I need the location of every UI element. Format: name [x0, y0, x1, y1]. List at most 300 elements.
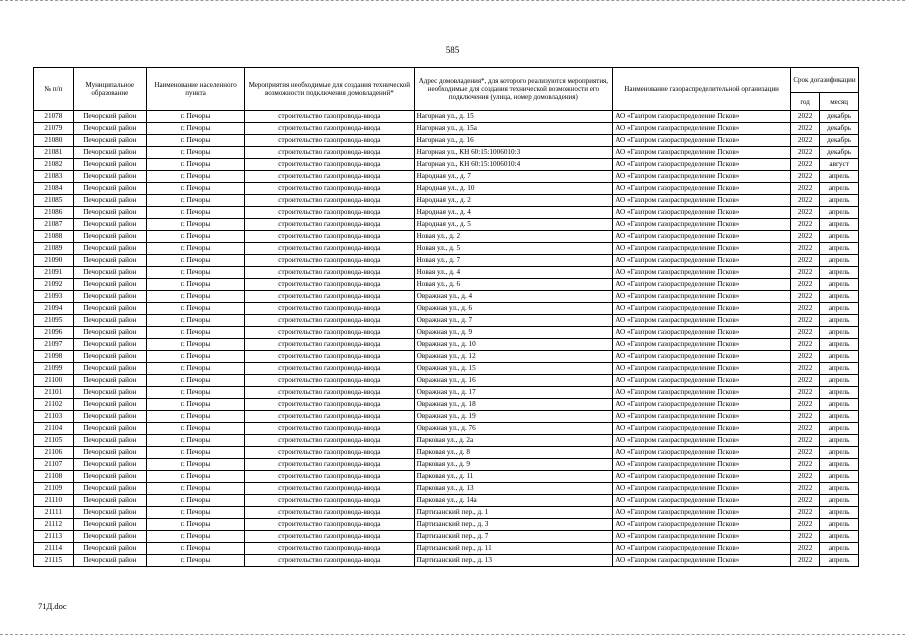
cell-year: 2022	[790, 195, 819, 207]
cell-month: апрель	[820, 531, 859, 543]
cell-number: 21113	[34, 531, 74, 543]
cell-number: 21079	[34, 123, 74, 135]
cell-organization: АО «Газпром газораспределение Псков»	[613, 327, 791, 339]
table-row	[34, 147, 859, 159]
cell-address: Овражная ул., д. 4	[414, 291, 613, 303]
cell-organization: АО «Газпром газораспределение Псков»	[613, 423, 791, 435]
cell-number: 21098	[34, 351, 74, 363]
table-row	[34, 543, 859, 555]
cell-municipality: Печорский район	[73, 159, 146, 171]
cell-number: 21095	[34, 315, 74, 327]
cell-locality: г. Печоры	[146, 447, 244, 459]
cell-month: апрель	[820, 375, 859, 387]
cell-municipality: Печорский район	[73, 495, 146, 507]
cell-year: 2022	[790, 411, 819, 423]
cell-locality: г. Печоры	[146, 231, 244, 243]
table-row	[34, 159, 859, 171]
cell-locality: г. Печоры	[146, 171, 244, 183]
cell-address: Нагорная ул., КН 60:15:1006010:3	[414, 147, 613, 159]
cell-municipality: Печорский район	[73, 435, 146, 447]
cell-number: 21078	[34, 111, 74, 123]
cell-address: Овражная ул., д. 16	[414, 375, 613, 387]
cell-municipality: Печорский район	[73, 471, 146, 483]
cell-locality: г. Печоры	[146, 291, 244, 303]
cell-organization: АО «Газпром газораспределение Псков»	[613, 243, 791, 255]
cell-month: апрель	[820, 543, 859, 555]
cell-address: Овражная ул., д. 6	[414, 303, 613, 315]
cell-month: апрель	[820, 171, 859, 183]
cell-address: Народная ул., д. 7	[414, 171, 613, 183]
cell-organization: АО «Газпром газораспределение Псков»	[613, 483, 791, 495]
cell-municipality: Печорский район	[73, 447, 146, 459]
cell-activity: строительство газопровода-ввода	[245, 291, 414, 303]
gasification-table	[33, 67, 859, 567]
cell-number: 21089	[34, 243, 74, 255]
cell-month: апрель	[820, 459, 859, 471]
cell-number: 21080	[34, 135, 74, 147]
cell-organization: АО «Газпром газораспределение Псков»	[613, 171, 791, 183]
cell-locality: г. Печоры	[146, 159, 244, 171]
cell-number: 21086	[34, 207, 74, 219]
cell-number: 21109	[34, 483, 74, 495]
cell-number: 21097	[34, 339, 74, 351]
cell-address: Народная ул., д. 2	[414, 195, 613, 207]
cell-address: Нагорная ул., д. 16	[414, 135, 613, 147]
cell-number: 21115	[34, 555, 74, 567]
cell-activity: строительство газопровода-ввода	[245, 555, 414, 567]
cell-organization: АО «Газпром газораспределение Псков»	[613, 267, 791, 279]
cell-month: апрель	[820, 195, 859, 207]
cell-number: 21100	[34, 375, 74, 387]
cell-number: 21106	[34, 447, 74, 459]
table-row	[34, 279, 859, 291]
cell-locality: г. Печоры	[146, 195, 244, 207]
cell-year: 2022	[790, 471, 819, 483]
cell-month: апрель	[820, 423, 859, 435]
cell-number: 21087	[34, 219, 74, 231]
cell-locality: г. Печоры	[146, 243, 244, 255]
cell-municipality: Печорский район	[73, 315, 146, 327]
cell-number: 21092	[34, 279, 74, 291]
table-row	[34, 507, 859, 519]
cell-year: 2022	[790, 327, 819, 339]
table-row	[34, 375, 859, 387]
header-locality: Наименование населенного пункта	[146, 68, 244, 111]
cell-municipality: Печорский район	[73, 459, 146, 471]
cell-month: апрель	[820, 495, 859, 507]
cell-activity: строительство газопровода-ввода	[245, 243, 414, 255]
cell-locality: г. Печоры	[146, 327, 244, 339]
cell-organization: АО «Газпром газораспределение Псков»	[613, 375, 791, 387]
cell-municipality: Печорский район	[73, 519, 146, 531]
cell-address: Овражная ул., д. 18	[414, 399, 613, 411]
cell-locality: г. Печоры	[146, 303, 244, 315]
cell-organization: АО «Газпром газораспределение Псков»	[613, 543, 791, 555]
cell-locality: г. Печоры	[146, 555, 244, 567]
cell-month: апрель	[820, 267, 859, 279]
cell-address: Парковая ул., д. 13	[414, 483, 613, 495]
cell-organization: АО «Газпром газораспределение Псков»	[613, 207, 791, 219]
cell-activity: строительство газопровода-ввода	[245, 171, 414, 183]
cell-number: 21083	[34, 171, 74, 183]
cell-year: 2022	[790, 483, 819, 495]
cell-municipality: Печорский район	[73, 351, 146, 363]
cell-address: Нагорная ул., КН 60:15:1006010:4	[414, 159, 613, 171]
header-activity: Мероприятия необходимые для создания технической возможности подключения домовладений*	[245, 68, 414, 111]
table-row	[34, 519, 859, 531]
cell-activity: строительство газопровода-ввода	[245, 387, 414, 399]
cell-municipality: Печорский район	[73, 399, 146, 411]
cell-locality: г. Печоры	[146, 375, 244, 387]
cell-locality: г. Печоры	[146, 183, 244, 195]
cell-organization: АО «Газпром газораспределение Псков»	[613, 339, 791, 351]
cell-organization: АО «Газпром газораспределение Псков»	[613, 435, 791, 447]
cell-number: 21093	[34, 291, 74, 303]
cell-activity: строительство газопровода-ввода	[245, 543, 414, 555]
table-row	[34, 135, 859, 147]
cell-activity: строительство газопровода-ввода	[245, 231, 414, 243]
cell-municipality: Печорский район	[73, 291, 146, 303]
table-row	[34, 243, 859, 255]
page-edge-bottom	[0, 634, 905, 635]
cell-year: 2022	[790, 423, 819, 435]
cell-locality: г. Печоры	[146, 387, 244, 399]
cell-number: 21090	[34, 255, 74, 267]
cell-month: апрель	[820, 231, 859, 243]
cell-activity: строительство газопровода-ввода	[245, 507, 414, 519]
cell-locality: г. Печоры	[146, 483, 244, 495]
table-row	[34, 267, 859, 279]
cell-organization: АО «Газпром газораспределение Псков»	[613, 459, 791, 471]
cell-municipality: Печорский район	[73, 303, 146, 315]
header-year: год	[790, 93, 819, 111]
cell-address: Новая ул., д. 6	[414, 279, 613, 291]
cell-activity: строительство газопровода-ввода	[245, 183, 414, 195]
cell-activity: строительство газопровода-ввода	[245, 111, 414, 123]
cell-locality: г. Печоры	[146, 459, 244, 471]
cell-address: Парковая ул., д. 9	[414, 459, 613, 471]
cell-year: 2022	[790, 351, 819, 363]
cell-organization: АО «Газпром газораспределение Псков»	[613, 495, 791, 507]
cell-address: Партизанский пер., д. 13	[414, 555, 613, 567]
cell-municipality: Печорский район	[73, 423, 146, 435]
cell-year: 2022	[790, 555, 819, 567]
cell-municipality: Печорский район	[73, 183, 146, 195]
cell-organization: АО «Газпром газораспределение Псков»	[613, 363, 791, 375]
cell-activity: строительство газопровода-ввода	[245, 147, 414, 159]
table-row	[34, 423, 859, 435]
table-row	[34, 339, 859, 351]
cell-locality: г. Печоры	[146, 423, 244, 435]
cell-activity: строительство газопровода-ввода	[245, 195, 414, 207]
cell-address: Партизанский пер., д. 7	[414, 531, 613, 543]
cell-address: Нагорная ул., д. 15а	[414, 123, 613, 135]
cell-number: 21084	[34, 183, 74, 195]
cell-locality: г. Печоры	[146, 147, 244, 159]
cell-locality: г. Печоры	[146, 471, 244, 483]
cell-number: 21110	[34, 495, 74, 507]
header-organization: Наименование газораспределительной организации	[613, 68, 791, 111]
cell-year: 2022	[790, 147, 819, 159]
table-row	[34, 291, 859, 303]
cell-locality: г. Печоры	[146, 399, 244, 411]
table-row	[34, 207, 859, 219]
cell-organization: АО «Газпром газораспределение Псков»	[613, 315, 791, 327]
cell-number: 21099	[34, 363, 74, 375]
table-row	[34, 195, 859, 207]
cell-municipality: Печорский район	[73, 279, 146, 291]
table-row	[34, 411, 859, 423]
cell-locality: г. Печоры	[146, 363, 244, 375]
cell-number: 21102	[34, 399, 74, 411]
cell-year: 2022	[790, 375, 819, 387]
cell-month: апрель	[820, 255, 859, 267]
cell-address: Овражная ул., д. 15	[414, 363, 613, 375]
cell-number: 21091	[34, 267, 74, 279]
table-header	[34, 68, 859, 111]
cell-municipality: Печорский район	[73, 327, 146, 339]
cell-organization: АО «Газпром газораспределение Псков»	[613, 519, 791, 531]
cell-organization: АО «Газпром газораспределение Псков»	[613, 135, 791, 147]
cell-activity: строительство газопровода-ввода	[245, 219, 414, 231]
cell-locality: г. Печоры	[146, 519, 244, 531]
table-row	[34, 183, 859, 195]
cell-year: 2022	[790, 279, 819, 291]
cell-organization: АО «Газпром газораспределение Псков»	[613, 507, 791, 519]
cell-month: апрель	[820, 411, 859, 423]
cell-year: 2022	[790, 135, 819, 147]
cell-number: 21088	[34, 231, 74, 243]
cell-locality: г. Печоры	[146, 339, 244, 351]
cell-activity: строительство газопровода-ввода	[245, 531, 414, 543]
cell-month: апрель	[820, 363, 859, 375]
cell-locality: г. Печоры	[146, 135, 244, 147]
cell-year: 2022	[790, 519, 819, 531]
table-row	[34, 447, 859, 459]
cell-activity: строительство газопровода-ввода	[245, 435, 414, 447]
cell-month: декабрь	[820, 111, 859, 123]
table-row	[34, 327, 859, 339]
cell-municipality: Печорский район	[73, 507, 146, 519]
cell-organization: АО «Газпром газораспределение Псков»	[613, 195, 791, 207]
cell-year: 2022	[790, 171, 819, 183]
cell-municipality: Печорский район	[73, 219, 146, 231]
table-row	[34, 111, 859, 123]
cell-activity: строительство газопровода-ввода	[245, 315, 414, 327]
cell-month: апрель	[820, 315, 859, 327]
cell-address: Парковая ул., д. 14а	[414, 495, 613, 507]
cell-year: 2022	[790, 291, 819, 303]
cell-month: апрель	[820, 327, 859, 339]
cell-organization: АО «Газпром газораспределение Псков»	[613, 351, 791, 363]
cell-number: 21101	[34, 387, 74, 399]
cell-year: 2022	[790, 387, 819, 399]
cell-address: Парковая ул., д. 11	[414, 471, 613, 483]
cell-year: 2022	[790, 543, 819, 555]
cell-number: 21104	[34, 423, 74, 435]
cell-municipality: Печорский район	[73, 531, 146, 543]
cell-address: Овражная ул., д. 7	[414, 315, 613, 327]
cell-month: апрель	[820, 507, 859, 519]
cell-municipality: Печорский район	[73, 207, 146, 219]
cell-year: 2022	[790, 219, 819, 231]
cell-address: Новая ул., д. 5	[414, 243, 613, 255]
cell-number: 21085	[34, 195, 74, 207]
cell-address: Парковая ул., д. 8	[414, 447, 613, 459]
table-row	[34, 399, 859, 411]
cell-address: Парковая ул., д. 2а	[414, 435, 613, 447]
cell-municipality: Печорский район	[73, 135, 146, 147]
cell-locality: г. Печоры	[146, 411, 244, 423]
cell-month: апрель	[820, 387, 859, 399]
cell-year: 2022	[790, 459, 819, 471]
cell-locality: г. Печоры	[146, 495, 244, 507]
cell-activity: строительство газопровода-ввода	[245, 303, 414, 315]
cell-locality: г. Печоры	[146, 219, 244, 231]
cell-month: апрель	[820, 219, 859, 231]
cell-municipality: Печорский район	[73, 111, 146, 123]
cell-municipality: Печорский район	[73, 267, 146, 279]
table-row	[34, 495, 859, 507]
cell-year: 2022	[790, 159, 819, 171]
cell-month: декабрь	[820, 147, 859, 159]
page-number: 585	[445, 45, 460, 55]
table-row	[34, 435, 859, 447]
cell-month: апрель	[820, 243, 859, 255]
cell-month: апрель	[820, 207, 859, 219]
cell-activity: строительство газопровода-ввода	[245, 411, 414, 423]
cell-month: апрель	[820, 291, 859, 303]
cell-organization: АО «Газпром газораспределение Псков»	[613, 555, 791, 567]
cell-activity: строительство газопровода-ввода	[245, 207, 414, 219]
cell-activity: строительство газопровода-ввода	[245, 447, 414, 459]
table-row	[34, 555, 859, 567]
cell-locality: г. Печоры	[146, 531, 244, 543]
cell-organization: АО «Газпром газораспределение Псков»	[613, 291, 791, 303]
cell-organization: АО «Газпром газораспределение Псков»	[613, 531, 791, 543]
cell-municipality: Печорский район	[73, 195, 146, 207]
cell-organization: АО «Газпром газораспределение Псков»	[613, 399, 791, 411]
cell-number: 21114	[34, 543, 74, 555]
cell-number: 21096	[34, 327, 74, 339]
cell-organization: АО «Газпром газораспределение Псков»	[613, 219, 791, 231]
cell-number: 21105	[34, 435, 74, 447]
table-row	[34, 303, 859, 315]
cell-organization: АО «Газпром газораспределение Псков»	[613, 159, 791, 171]
table-row	[34, 351, 859, 363]
cell-month: апрель	[820, 279, 859, 291]
table-row	[34, 387, 859, 399]
cell-address: Нагорная ул., д. 15	[414, 111, 613, 123]
cell-activity: строительство газопровода-ввода	[245, 159, 414, 171]
cell-month: апрель	[820, 435, 859, 447]
table-row	[34, 171, 859, 183]
cell-address: Народная ул., д. 10	[414, 183, 613, 195]
cell-municipality: Печорский район	[73, 255, 146, 267]
cell-year: 2022	[790, 183, 819, 195]
cell-number: 21108	[34, 471, 74, 483]
cell-organization: АО «Газпром газораспределение Псков»	[613, 303, 791, 315]
table-row	[34, 231, 859, 243]
cell-number: 21111	[34, 507, 74, 519]
cell-organization: АО «Газпром газораспределение Псков»	[613, 411, 791, 423]
cell-address: Новая ул., д. 2	[414, 231, 613, 243]
cell-organization: АО «Газпром газораспределение Псков»	[613, 447, 791, 459]
table-row	[34, 363, 859, 375]
header-municipality: Муниципальное образование	[73, 68, 146, 111]
cell-year: 2022	[790, 231, 819, 243]
cell-address: Партизанский пер., д. 11	[414, 543, 613, 555]
cell-address: Новая ул., д. 4	[414, 267, 613, 279]
cell-municipality: Печорский район	[73, 387, 146, 399]
cell-locality: г. Печоры	[146, 207, 244, 219]
cell-month: апрель	[820, 183, 859, 195]
cell-municipality: Печорский район	[73, 339, 146, 351]
header-address: Адрес домовладения*, для которого реализуются мероприятия, необходимые для создания технической возможности его подключения (улица, номер домовладения)	[414, 68, 613, 111]
cell-activity: строительство газопровода-ввода	[245, 495, 414, 507]
cell-month: апрель	[820, 483, 859, 495]
cell-organization: АО «Газпром газораспределение Псков»	[613, 279, 791, 291]
cell-month: апрель	[820, 519, 859, 531]
cell-year: 2022	[790, 495, 819, 507]
table-row	[34, 123, 859, 135]
cell-activity: строительство газопровода-ввода	[245, 279, 414, 291]
table-row	[34, 219, 859, 231]
cell-municipality: Печорский район	[73, 147, 146, 159]
cell-activity: строительство газопровода-ввода	[245, 327, 414, 339]
cell-year: 2022	[790, 531, 819, 543]
cell-month: апрель	[820, 303, 859, 315]
cell-organization: АО «Газпром газораспределение Псков»	[613, 111, 791, 123]
cell-year: 2022	[790, 363, 819, 375]
cell-municipality: Печорский район	[73, 543, 146, 555]
cell-municipality: Печорский район	[73, 363, 146, 375]
cell-year: 2022	[790, 123, 819, 135]
cell-organization: АО «Газпром газораспределение Псков»	[613, 255, 791, 267]
cell-municipality: Печорский район	[73, 411, 146, 423]
cell-month: апрель	[820, 471, 859, 483]
cell-locality: г. Печоры	[146, 315, 244, 327]
cell-number: 21107	[34, 459, 74, 471]
cell-number: 21112	[34, 519, 74, 531]
cell-municipality: Печорский район	[73, 375, 146, 387]
cell-municipality: Печорский район	[73, 243, 146, 255]
cell-address: Овражная ул., д. 9	[414, 327, 613, 339]
cell-locality: г. Печоры	[146, 255, 244, 267]
cell-month: декабрь	[820, 123, 859, 135]
cell-month: апрель	[820, 351, 859, 363]
cell-activity: строительство газопровода-ввода	[245, 339, 414, 351]
cell-municipality: Печорский район	[73, 483, 146, 495]
cell-activity: строительство газопровода-ввода	[245, 375, 414, 387]
cell-number: 21081	[34, 147, 74, 159]
cell-number: 21082	[34, 159, 74, 171]
cell-year: 2022	[790, 399, 819, 411]
cell-address: Народная ул., д. 4	[414, 207, 613, 219]
cell-year: 2022	[790, 111, 819, 123]
cell-address: Партизанский пер., д. 3	[414, 519, 613, 531]
cell-year: 2022	[790, 267, 819, 279]
cell-activity: строительство газопровода-ввода	[245, 123, 414, 135]
cell-address: Новая ул., д. 7	[414, 255, 613, 267]
cell-organization: АО «Газпром газораспределение Псков»	[613, 231, 791, 243]
cell-locality: г. Печоры	[146, 267, 244, 279]
table-body	[34, 111, 859, 567]
cell-locality: г. Печоры	[146, 543, 244, 555]
cell-municipality: Печорский район	[73, 555, 146, 567]
cell-activity: строительство газопровода-ввода	[245, 483, 414, 495]
cell-locality: г. Печоры	[146, 507, 244, 519]
